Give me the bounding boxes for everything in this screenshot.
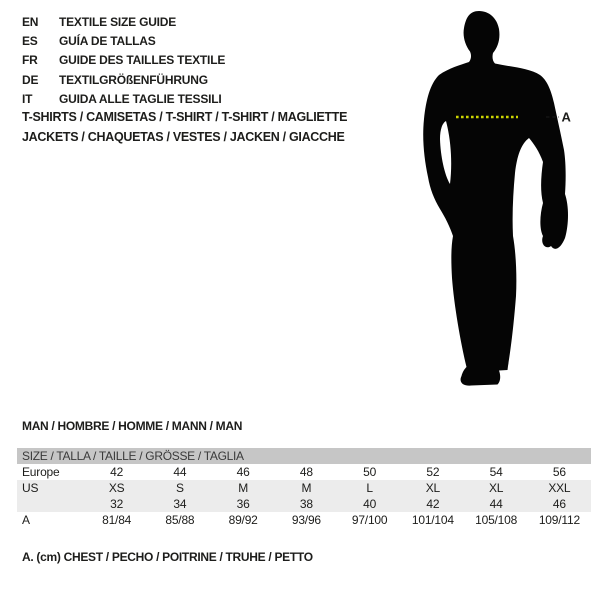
category-line-jackets: JACKETS / CHAQUETAS / VESTES / JACKEN / GIACCHE (22, 130, 345, 144)
size-cell: L (366, 481, 373, 495)
size-cell: M (301, 481, 312, 495)
language-row (22, 31, 225, 50)
row-label: A (22, 513, 30, 527)
language-code: FR (22, 53, 38, 68)
language-row (22, 12, 225, 31)
language-code: DE (22, 72, 39, 87)
language-label: TEXTILGRÖßENFÜHRUNG (59, 72, 208, 87)
measure-label-a: A (561, 109, 571, 125)
row-label: Europe (22, 465, 60, 479)
man-silhouette-figure (388, 0, 592, 396)
size-cell: XL (488, 481, 504, 495)
language-label: GUIDE DES TAILLES TEXTILE (59, 53, 226, 68)
size-cell: XXL (548, 481, 571, 495)
category-line-tshirts: T-SHIRTS / CAMISETAS / T-SHIRT / T-SHIRT / MAGLIETTE (22, 110, 348, 124)
size-cell: 38 (299, 497, 313, 511)
size-cell: 101/104 (411, 513, 454, 527)
language-code: EN (22, 14, 39, 29)
size-cell: 34 (173, 497, 187, 511)
size-cell: 81/84 (102, 513, 132, 527)
size-cell: M (238, 481, 249, 495)
size-cell: 44 (173, 465, 187, 479)
table-row-europe (17, 464, 591, 480)
section-title-man: MAN / HOMBRE / HOMME / MANN / MAN (22, 419, 243, 433)
table-row-chest-a (17, 512, 591, 528)
size-cell: S (175, 481, 184, 495)
size-cell: 46 (236, 465, 250, 479)
language-label: GUIDA ALLE TAGLIE TESSILI (59, 92, 222, 107)
language-row (22, 51, 225, 70)
language-list (22, 12, 225, 109)
language-label: GUÍA DE TALLAS (59, 34, 156, 49)
size-cell: 46 (552, 497, 566, 511)
size-cell: 85/88 (165, 513, 195, 527)
size-cell: 109/112 (538, 513, 580, 527)
size-cell: 105/108 (475, 513, 518, 527)
size-cell: 93/96 (291, 513, 321, 527)
language-row (22, 90, 225, 109)
size-cell: 36 (236, 497, 250, 511)
size-cell: 97/100 (351, 513, 388, 527)
size-cell: 42 (426, 497, 440, 511)
table-row-numeric (17, 496, 591, 512)
size-cell: XL (425, 481, 441, 495)
size-cell: 50 (363, 465, 377, 479)
size-cell: XS (108, 481, 125, 495)
size-cell: 89/92 (228, 513, 258, 527)
size-cell: 56 (552, 465, 566, 479)
size-cell: 40 (363, 497, 377, 511)
size-cell: 52 (426, 465, 440, 479)
language-row (22, 70, 225, 89)
size-cell: 54 (489, 465, 503, 479)
language-code: IT (22, 92, 33, 107)
language-code: ES (22, 34, 38, 49)
row-label: US (22, 481, 39, 495)
size-cell: 42 (110, 465, 124, 479)
size-cell: 44 (489, 497, 503, 511)
size-table-header: SIZE / TALLA / TAILLE / GRÖSSE / TAGLIA (17, 448, 591, 464)
size-cell: 48 (299, 465, 313, 479)
table-row-us (17, 480, 591, 496)
footnote-chest-legend: A. (cm) CHEST / PECHO / POITRINE / TRUHE / PETTO (22, 550, 313, 564)
man-silhouette (423, 11, 568, 386)
language-label: TEXTILE SIZE GUIDE (59, 14, 177, 29)
size-table (17, 448, 591, 528)
size-cell: 32 (110, 497, 124, 511)
